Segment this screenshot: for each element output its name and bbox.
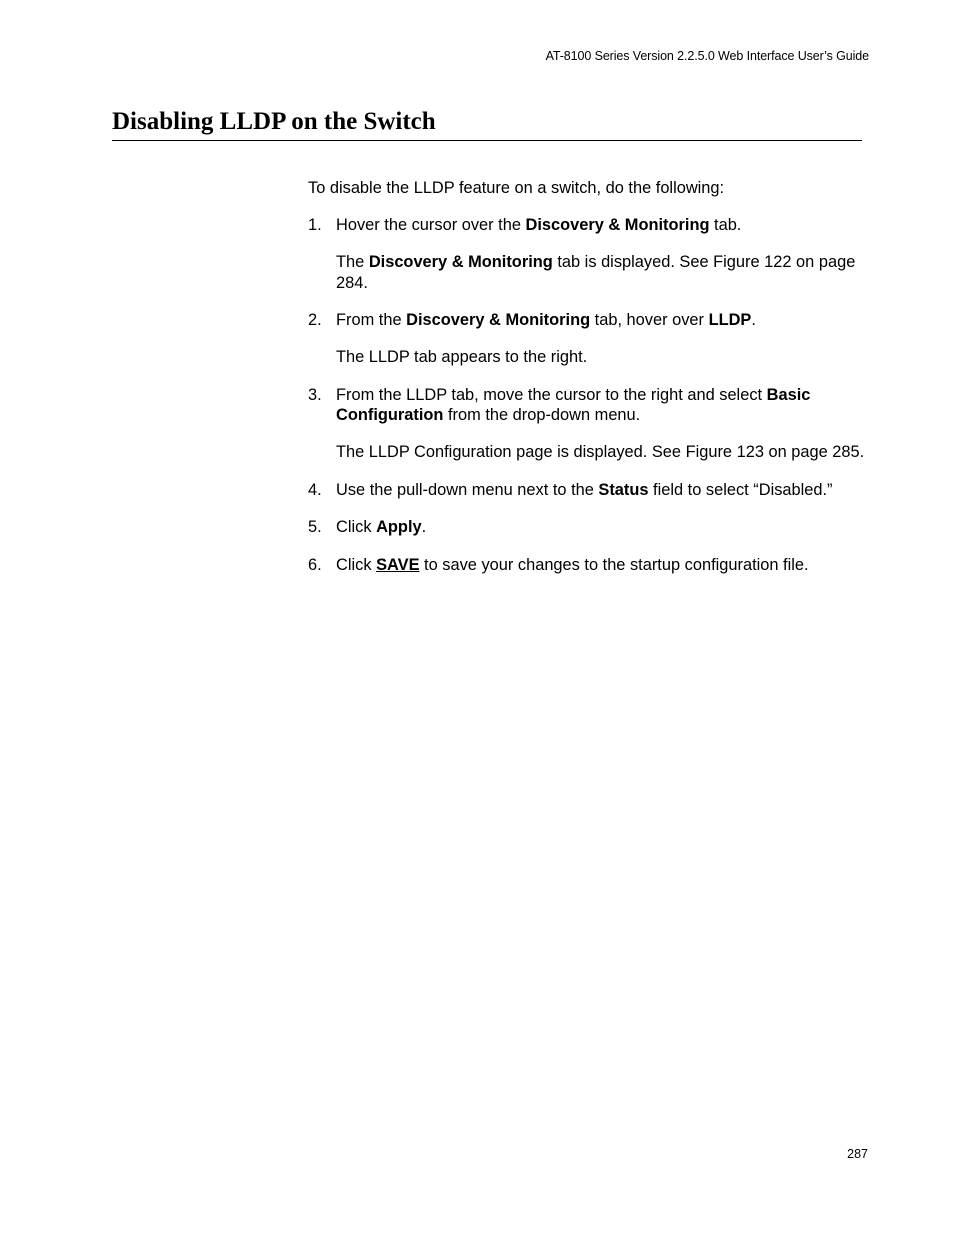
step-3-text [336,385,868,426]
step-number: 5. [308,518,322,536]
step-2-text-b: tab, hover over [590,311,709,329]
step-1-text [336,215,868,236]
step-1-result-b: tab is displayed. See Figure 122 on page 284. [336,253,856,292]
step-1-result-bold: Discovery & Monitoring [368,253,553,271]
step-5-text-a: Click [336,518,377,536]
step-4-text [336,480,868,501]
title-rule [112,140,862,141]
step-2-bold-tab: Discovery & Monitoring [406,311,591,329]
page-number: 287 [847,1147,868,1161]
running-header: AT-8100 Series Version 2.2.5.0 Web Interface User’s Guide [545,49,869,63]
step-4-text-a: Use the pull-down menu next to the [336,480,599,499]
step-1-result-a: The [336,253,369,271]
step-1-result [336,252,868,293]
step-6 [308,555,868,576]
step-2-text-c: . [751,311,756,329]
step-3-result: The LLDP Configuration page is displayed. See Figure 123 on page 285. [336,443,865,461]
step-2-text [336,310,868,331]
step-5-text-b: . [421,518,427,536]
step-4-bold-status: Status [598,480,649,499]
save-link[interactable]: SAVE [376,555,420,574]
step-2-bold-lldp: LLDP [708,311,752,329]
step-1-text-b: tab. [709,216,742,234]
step-2 [308,310,868,368]
step-1 [308,215,868,293]
steps-list [308,215,868,575]
step-2-result: The LLDP tab appears to the right. [336,348,588,366]
step-5-bold-apply: Apply [376,518,422,536]
step-5 [308,517,868,538]
intro-paragraph: To disable the LLDP feature on a switch, do the following: [308,179,725,197]
step-4 [308,480,868,501]
step-3-bold-menu-item: Basic Configuration [336,385,811,424]
step-6-text-a: Click [336,555,377,574]
step-1-bold-tab: Discovery & Monitoring [525,216,710,234]
step-3-text-a: From the LLDP tab, move the cursor to the right and select [336,385,767,404]
section-title: Disabling LLDP on the Switch [112,108,436,135]
step-number: 1. [308,216,322,234]
step-5-text [336,517,868,538]
step-2-text-a: From the [336,311,407,329]
step-6-text-b: to save your changes to the startup configuration file. [419,555,809,574]
step-6-text [336,555,868,576]
step-3-text-b: from the drop-down menu. [443,406,641,424]
step-number: 4. [308,480,322,499]
step-number: 2. [308,311,322,329]
step-number: 6. [308,555,322,574]
step-number: 3. [308,385,322,404]
step-3 [308,385,868,463]
body-text [308,178,868,592]
step-4-text-b: field to select “Disabled.” [648,480,833,499]
step-1-text-a: Hover the cursor over the [336,216,526,234]
